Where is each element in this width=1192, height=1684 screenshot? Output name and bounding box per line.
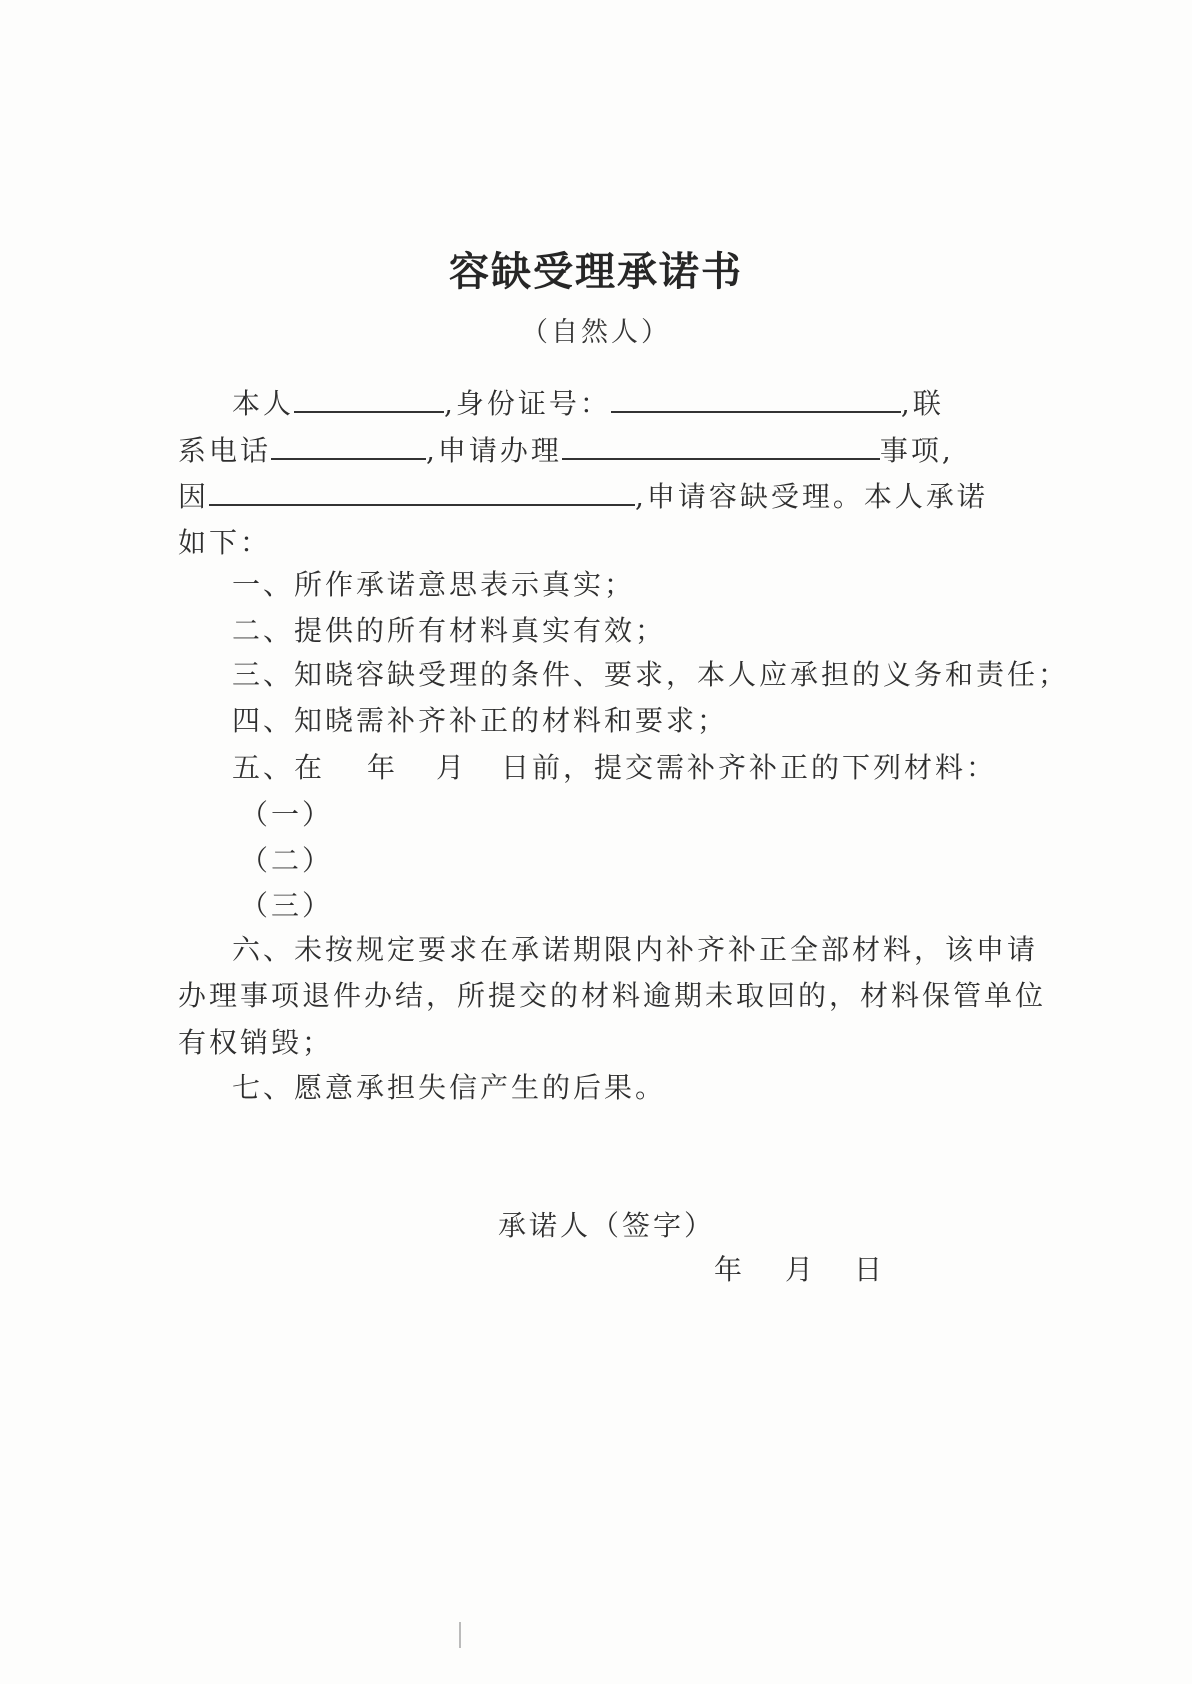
reason-blank[interactable] <box>209 478 635 506</box>
item-1: 一、所作承诺意思表示真实； <box>232 568 636 601</box>
intro-text-promise: ,申请容缺受理。本人承诺 <box>635 480 988 513</box>
intro-text-reason: 因 <box>178 480 210 513</box>
sub-item-3: （三） <box>240 889 334 922</box>
intro-text-self: 本人 <box>232 387 295 420</box>
intro-text-apply: ,申请办理 <box>426 434 562 467</box>
signature-label: 承诺人（签字） <box>498 1209 716 1242</box>
intro-text-id: ,身份证号： <box>444 387 611 420</box>
intro-line-4: 如下： <box>178 526 272 559</box>
item-5-prefix: 五、在 <box>232 751 326 784</box>
intro-line-1 <box>232 385 944 422</box>
signature-month: 月 <box>785 1253 817 1286</box>
intro-line-3 <box>178 478 988 515</box>
document-subtitle: （自然人） <box>521 317 671 348</box>
signature-year: 年 <box>714 1253 746 1286</box>
name-blank[interactable] <box>294 385 444 413</box>
item-2: 二、提供的所有材料真实有效； <box>232 614 667 647</box>
phone-blank[interactable] <box>271 432 426 460</box>
item-5-rest: 日前，提交需补齐补正的下列材料： <box>501 751 998 784</box>
scan-mark <box>459 1622 461 1648</box>
id-number-blank[interactable] <box>611 385 901 413</box>
intro-line-2 <box>178 432 954 469</box>
intro-text-phone: 系电话 <box>178 434 272 467</box>
sub-item-1: （一） <box>240 798 334 831</box>
item-5-month: 月 <box>436 751 468 784</box>
item-5 <box>232 750 997 786</box>
item-5-year: 年 <box>367 751 399 784</box>
item-6-line-3: 有权销毁； <box>178 1026 334 1059</box>
item-6-line-2: 办理事项退件办结，所提交的材料逾期未取回的，材料保管单位 <box>178 979 1047 1012</box>
matter-blank[interactable] <box>562 432 880 460</box>
item-7: 七、愿意承担失信产生的后果。 <box>232 1071 667 1104</box>
item-3: 三、知晓容缺受理的条件、要求，本人应承担的义务和责任； <box>232 658 1070 691</box>
signature-day: 日 <box>854 1253 886 1286</box>
intro-text-contact: ,联 <box>900 387 944 420</box>
intro-text-matter: 事项, <box>879 434 954 467</box>
item-6-line-1: 六、未按规定要求在承诺期限内补齐补正全部材料，该申请 <box>232 933 1039 966</box>
document-title: 容缺受理承诺书 <box>449 248 743 295</box>
signature-date <box>714 1252 885 1288</box>
sub-item-2: （二） <box>240 844 334 877</box>
item-4: 四、知晓需补齐补正的材料和要求； <box>232 704 729 737</box>
